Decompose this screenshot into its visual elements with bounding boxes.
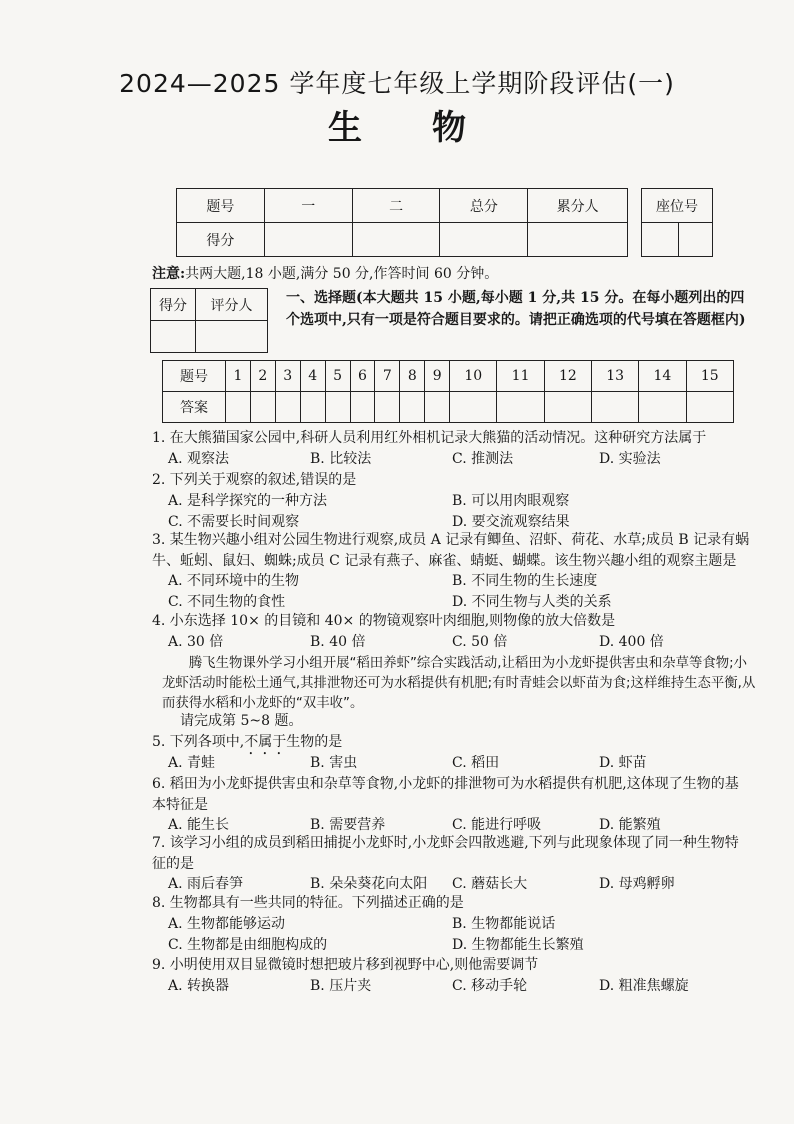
seat-number-cell[interactable] xyxy=(679,223,713,257)
score-cell[interactable] xyxy=(352,223,440,257)
score-table-header: 累分人 xyxy=(528,189,628,223)
answer-option[interactable]: A. 30 倍 xyxy=(168,634,224,650)
score-row-label: 得分 xyxy=(177,223,265,257)
answer-cell[interactable] xyxy=(325,392,350,423)
answer-option[interactable]: D. 粗准焦螺旋 xyxy=(599,978,689,994)
seat-number-box xyxy=(641,188,713,257)
answer-cell[interactable] xyxy=(425,392,450,423)
answer-option[interactable]: C. 不同生物的食性 xyxy=(168,594,286,610)
answer-option[interactable]: D. 实验法 xyxy=(599,451,661,467)
answer-table xyxy=(162,360,734,423)
answer-table-number: 14 xyxy=(639,361,686,392)
answer-option[interactable]: A. 雨后春笋 xyxy=(168,876,244,892)
answer-option[interactable]: D. 不同生物与人类的关系 xyxy=(452,594,612,610)
answer-option[interactable]: C. 推测法 xyxy=(452,451,514,467)
answer-table-number: 4 xyxy=(300,361,325,392)
answer-cell[interactable] xyxy=(226,392,251,423)
answer-table-number: 5 xyxy=(325,361,350,392)
answer-cell[interactable] xyxy=(639,392,686,423)
score-table xyxy=(176,188,628,257)
grader-box xyxy=(150,288,268,353)
seat-number-cell[interactable] xyxy=(642,223,679,257)
answer-table-number: 12 xyxy=(544,361,591,392)
note-label: 注意: xyxy=(152,266,186,282)
score-table-header: 一 xyxy=(264,189,352,223)
answer-option[interactable]: C. 移动手轮 xyxy=(452,978,528,994)
answer-cell[interactable] xyxy=(300,392,325,423)
answer-table-number: 2 xyxy=(250,361,275,392)
question-stem: 8. 生物都具有一些共同的特征。下列描述正确的是 xyxy=(152,895,464,911)
answer-cell[interactable] xyxy=(497,392,544,423)
question-stem: 6. 稻田为小龙虾提供害虫和杂草等食物,小龙虾的排泄物可为水稻提供有机肥,这体现了生物的基本特征是 xyxy=(152,776,739,813)
answer-cell[interactable] xyxy=(450,392,497,423)
question-stem: 1. 在大熊猫国家公园中,科研人员利用红外相机记录大熊猫的活动情况。这种研究方法属于 xyxy=(152,430,707,446)
answer-option[interactable]: B. 比较法 xyxy=(310,451,372,467)
question-stem: 4. 小东选择 10× 的目镜和 40× 的物镜观察叶肉细胞,则物像的放大倍数是 xyxy=(152,613,616,629)
answer-table-number: 6 xyxy=(350,361,375,392)
answer-option[interactable]: C. 蘑菇长大 xyxy=(452,876,528,892)
answer-table-number: 13 xyxy=(592,361,639,392)
grader-name-cell[interactable] xyxy=(196,321,268,353)
score-cell[interactable] xyxy=(440,223,528,257)
answer-cell[interactable] xyxy=(686,392,733,423)
answer-option[interactable]: A. 生物都能够运动 xyxy=(168,916,286,932)
exam-note xyxy=(152,263,498,283)
answer-option[interactable]: B. 生物都能说话 xyxy=(452,916,556,932)
answer-option[interactable]: B. 40 倍 xyxy=(310,634,366,650)
answer-option[interactable]: C. 生物都是由细胞构成的 xyxy=(168,937,328,953)
question-stem-part: 5. 下列各项中, xyxy=(152,734,245,750)
answer-table-number: 1 xyxy=(226,361,251,392)
answer-cell[interactable] xyxy=(275,392,300,423)
grader-score-cell[interactable] xyxy=(151,321,196,353)
seat-number-label: 座位号 xyxy=(642,189,713,223)
answer-table-number: 15 xyxy=(686,361,733,392)
score-table-header: 题号 xyxy=(177,189,265,223)
answer-option[interactable]: B. 可以用肉眼观察 xyxy=(452,493,570,509)
answer-option[interactable]: D. 要交流观察结果 xyxy=(452,514,570,530)
question-stem: 3. 某生物兴趣小组对公园生物进行观察,成员 A 记录有鲫鱼、沼虾、荷花、水草;成员 B 记录有蜗牛、蚯蚓、鼠妇、蜘蛛;成员 C 记录有燕子、麻雀、蜻蜓、蝴蝶。该生物兴趣小组的观察主题是 xyxy=(152,532,750,569)
score-cell[interactable] xyxy=(528,223,628,257)
score-cell[interactable] xyxy=(264,223,352,257)
question-stem-part: 生物的是 xyxy=(286,734,343,750)
answer-table-number: 7 xyxy=(375,361,400,392)
answer-cell[interactable] xyxy=(544,392,591,423)
answer-option[interactable]: B. 害虫 xyxy=(310,755,358,771)
answer-option[interactable]: A. 能生长 xyxy=(168,817,230,833)
answer-option[interactable]: A. 是科学探究的一种方法 xyxy=(168,493,328,509)
answer-option[interactable]: B. 朵朵葵花向太阳 xyxy=(310,876,428,892)
score-table-header: 二 xyxy=(352,189,440,223)
answer-option[interactable]: D. 生物都能生长繁殖 xyxy=(452,937,584,953)
answer-option[interactable]: D. 母鸡孵卵 xyxy=(599,876,675,892)
answer-cell[interactable] xyxy=(400,392,425,423)
answer-option[interactable]: A. 转换器 xyxy=(168,978,230,994)
emphasis-text: 不属于 xyxy=(244,734,287,750)
answer-table-number: 10 xyxy=(450,361,497,392)
exam-title: 2024—2025 学年度七年级上学期阶段评估(一) xyxy=(119,69,675,98)
answer-option[interactable]: D. 能繁殖 xyxy=(599,817,661,833)
answer-table-answer-label: 答案 xyxy=(163,392,226,423)
answer-option[interactable]: C. 稻田 xyxy=(452,755,500,771)
answer-table-number-label: 题号 xyxy=(163,361,226,392)
grader-label: 评分人 xyxy=(196,289,268,321)
subject-title: 生物 xyxy=(328,108,536,148)
answer-option[interactable]: B. 压片夹 xyxy=(310,978,372,994)
answer-table-number: 3 xyxy=(275,361,300,392)
answer-option[interactable]: A. 不同环境中的生物 xyxy=(168,573,300,589)
answer-cell[interactable] xyxy=(250,392,275,423)
question-stem: 9. 小明使用双目显微镜时想把玻片移到视野中心,则他需要调节 xyxy=(152,957,539,973)
note-text: 共两大题,18 小题,满分 50 分,作答时间 60 分钟。 xyxy=(185,266,499,282)
answer-option[interactable]: B. 需要营养 xyxy=(310,817,386,833)
answer-option[interactable]: C. 能进行呼吸 xyxy=(452,817,542,833)
reading-passage: 腾飞生物课外学习小组开展“稻田养虾”综合实践活动,让稻田为小龙虾提供害虫和杂草等食物;小龙虾活动时能松土通气,其排泄物还可为水稻提供有机肥;有时青蛙会以虾苗为食;这样维持生态平衡,从而获得水稻和小龙虾的“双丰收”。 xyxy=(162,656,756,711)
answer-cell[interactable] xyxy=(350,392,375,423)
grader-score-label: 得分 xyxy=(151,289,196,321)
question-stem: 7. 该学习小组的成员到稻田捕捉小龙虾时,小龙虾会四散逃避,下列与此现象体现了同一种生物特征的是 xyxy=(152,835,739,872)
answer-table-number: 8 xyxy=(400,361,425,392)
answer-cell[interactable] xyxy=(592,392,639,423)
score-table-header: 总分 xyxy=(440,189,528,223)
answer-option[interactable]: D. 虾苗 xyxy=(599,755,647,771)
answer-option[interactable]: C. 不需要长时间观察 xyxy=(168,514,300,530)
section-one-heading: 一、选择题(本大题共 15 小题,每小题 1 分,共 15 分。在每小题列出的四个选项中,只有一项是符合题目要求的。请把正确选项的代号填在答题框内) xyxy=(286,290,746,328)
question-stem: 2. 下列关于观察的叙述,错误的是 xyxy=(152,472,357,488)
answer-option[interactable]: C. 50 倍 xyxy=(452,634,508,650)
answer-option[interactable]: A. 观察法 xyxy=(168,451,230,467)
passage-prompt: 请完成第 5~8 题。 xyxy=(180,713,303,729)
answer-cell[interactable] xyxy=(375,392,400,423)
answer-table-number: 9 xyxy=(425,361,450,392)
answer-option[interactable]: B. 不同生物的生长速度 xyxy=(452,573,598,589)
answer-option[interactable]: A. 青蛙 xyxy=(168,755,216,771)
answer-table-number: 11 xyxy=(497,361,544,392)
answer-option[interactable]: D. 400 倍 xyxy=(599,634,664,650)
